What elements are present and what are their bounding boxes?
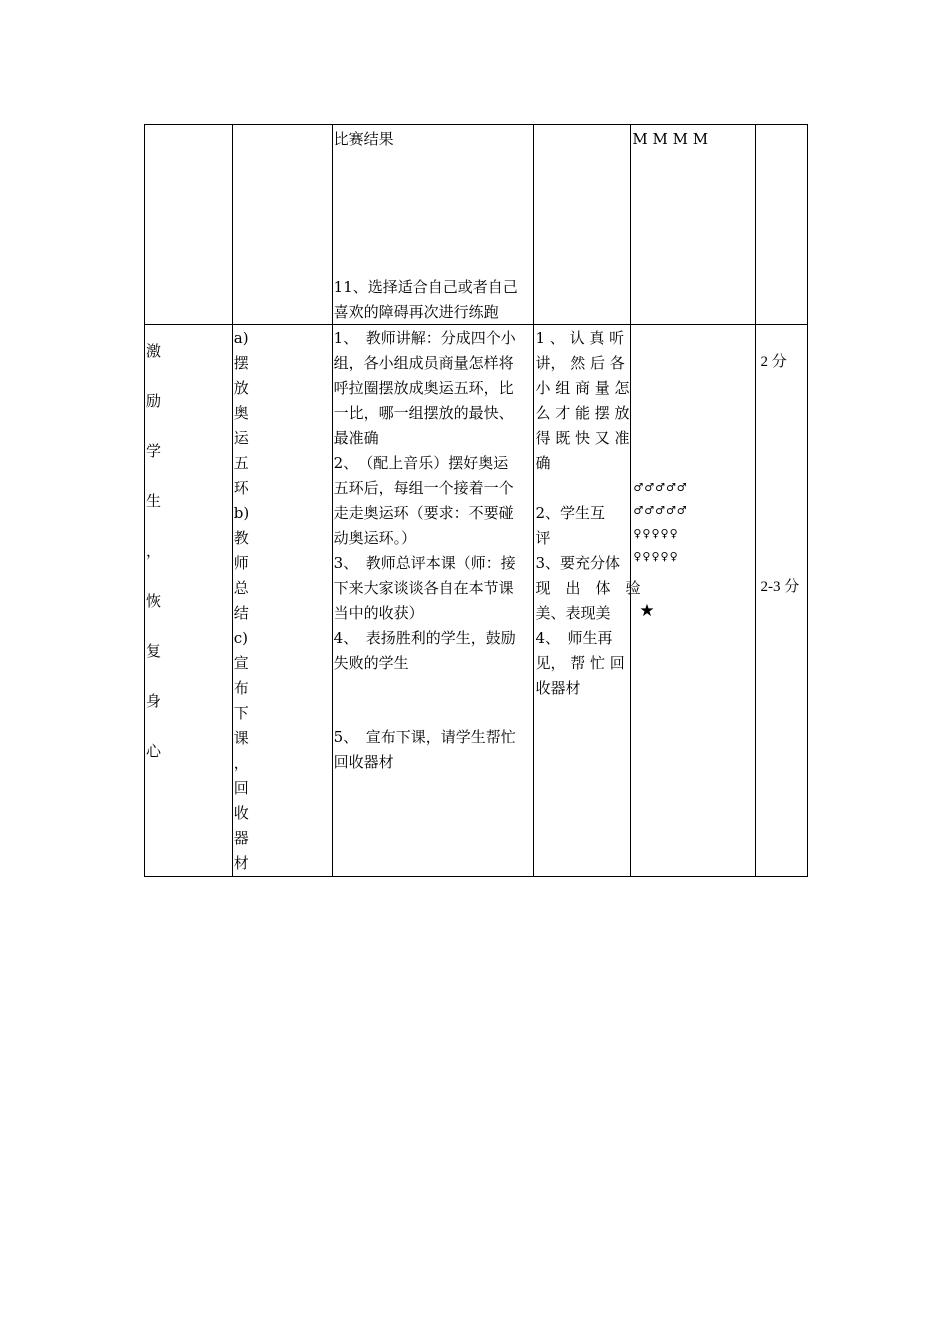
stage-cell xyxy=(145,325,233,877)
task-char: 器 xyxy=(233,829,249,847)
time-cell xyxy=(756,125,808,325)
table-row xyxy=(145,125,808,325)
teacher-activity-cell xyxy=(332,125,534,325)
student-line: 3、要充分体 xyxy=(535,554,621,572)
female-row: ♀♀♀♀♀ xyxy=(633,550,679,563)
task-char: 总 xyxy=(233,579,249,597)
teacher-line: 2、 （配上音乐）摆好奥运 xyxy=(333,454,509,472)
teacher-line: 动奥运环。） xyxy=(333,529,417,547)
task-char: 宣 xyxy=(233,654,249,672)
task-char: 收 xyxy=(233,804,249,822)
task-char: 运 xyxy=(233,429,249,447)
student-line: 小 组 商 量 怎 xyxy=(535,379,630,397)
teacher-line: 下来大家谈谈各自在本节课 xyxy=(333,579,514,597)
stage-char: 复 xyxy=(146,642,162,660)
stage-char: ， xyxy=(146,542,162,560)
content-line: 喜欢的障碍再次进行练跑 xyxy=(333,303,499,321)
task-char: 回 xyxy=(233,779,249,797)
student-line xyxy=(535,476,629,501)
stage-char: 激 xyxy=(146,342,162,360)
time-label: 2 分 xyxy=(760,354,787,370)
teacher-line: 组，各小组成员商量怎样将 xyxy=(333,354,514,372)
time-cell xyxy=(756,325,808,877)
task-char: 结 xyxy=(233,604,249,622)
formation-cell xyxy=(631,325,756,877)
lesson-plan-table xyxy=(144,124,808,877)
teacher-line: 3、 教师总评本课（师：接 xyxy=(333,554,516,572)
task-cell xyxy=(232,125,332,325)
student-line: 收器材 xyxy=(535,679,581,697)
content-top-text: 比赛结果 xyxy=(333,130,394,148)
task-char: 师 xyxy=(233,554,249,572)
stage-char: 心 xyxy=(146,742,162,760)
teacher-star-icon: ★ xyxy=(639,601,655,621)
male-row: ♂♂♂♂♂ xyxy=(633,504,688,517)
student-line: 4、 师生再 xyxy=(535,629,613,647)
teacher-line: 呼拉圈摆放成奥运五环，比 xyxy=(333,379,514,397)
student-activity-cell xyxy=(534,125,631,325)
task-char: c) xyxy=(233,629,249,647)
task-char: 放 xyxy=(233,379,249,397)
teacher-line: 走走奥运环（要求：不要碰 xyxy=(333,504,514,522)
formation-text: M M M M xyxy=(632,130,709,148)
task-char: 摆 xyxy=(233,354,249,372)
teacher-activity-cell xyxy=(332,325,534,877)
teacher-line: 五环后，每组一个接着一个 xyxy=(333,479,514,497)
task-char: 布 xyxy=(233,679,249,697)
student-activity-cell xyxy=(534,325,641,877)
task-char: 五 xyxy=(233,454,249,472)
student-line: 1 、 认 真 听 xyxy=(535,329,625,347)
task-char: ， xyxy=(233,754,249,772)
teacher-line: 4、 表扬胜利的学生，鼓励 xyxy=(333,629,516,647)
teacher-line: 1、 教师讲解：分成四个小 xyxy=(333,329,516,347)
teacher-line: 最准确 xyxy=(333,429,379,447)
student-line: 讲， 然 后 各 xyxy=(535,354,625,372)
male-row: ♂♂♂♂♂ xyxy=(633,481,688,494)
task-char: 环 xyxy=(233,479,249,497)
student-line: 么 才 能 摆 放 xyxy=(535,404,630,422)
table-row xyxy=(145,325,808,877)
stage-char: 身 xyxy=(146,692,162,710)
teacher-line: 失败的学生 xyxy=(333,654,409,672)
content-line: 11、选择适合自己或者自己 xyxy=(333,278,518,296)
task-char: 材 xyxy=(233,854,249,872)
student-line: 见， 帮 忙 回 xyxy=(535,654,625,672)
student-line: 现 出 体 验 xyxy=(535,579,641,597)
time-label: 2-3 分 xyxy=(760,579,800,595)
student-line: 确 xyxy=(535,454,551,472)
stage-cell xyxy=(145,125,233,325)
student-line: 2、学生互 xyxy=(535,504,606,522)
student-line: 美、表现美 xyxy=(535,604,611,622)
task-char: b) xyxy=(233,504,250,522)
female-row: ♀♀♀♀♀ xyxy=(633,527,679,540)
task-char: 课 xyxy=(233,729,249,747)
task-char: a) xyxy=(233,329,249,347)
task-char: 教 xyxy=(233,529,249,547)
student-line: 评 xyxy=(535,529,551,547)
student-line: 得 既 快 又 准 xyxy=(535,429,630,447)
stage-char: 恢 xyxy=(146,592,162,610)
teacher-line: 一比，哪一组摆放的最快、 xyxy=(333,404,514,422)
task-cell xyxy=(232,325,332,877)
task-char: 下 xyxy=(233,704,249,722)
formation-cell xyxy=(631,125,756,325)
stage-char: 励 xyxy=(146,392,162,410)
teacher-line: 当中的收获） xyxy=(333,604,424,622)
stage-char: 学 xyxy=(146,442,162,460)
teacher-line: 回收器材 xyxy=(333,753,394,771)
stage-char: 生 xyxy=(146,492,162,510)
teacher-line: 5、 宣布下课，请学生帮忙 xyxy=(333,728,516,746)
task-char: 奥 xyxy=(233,404,249,422)
